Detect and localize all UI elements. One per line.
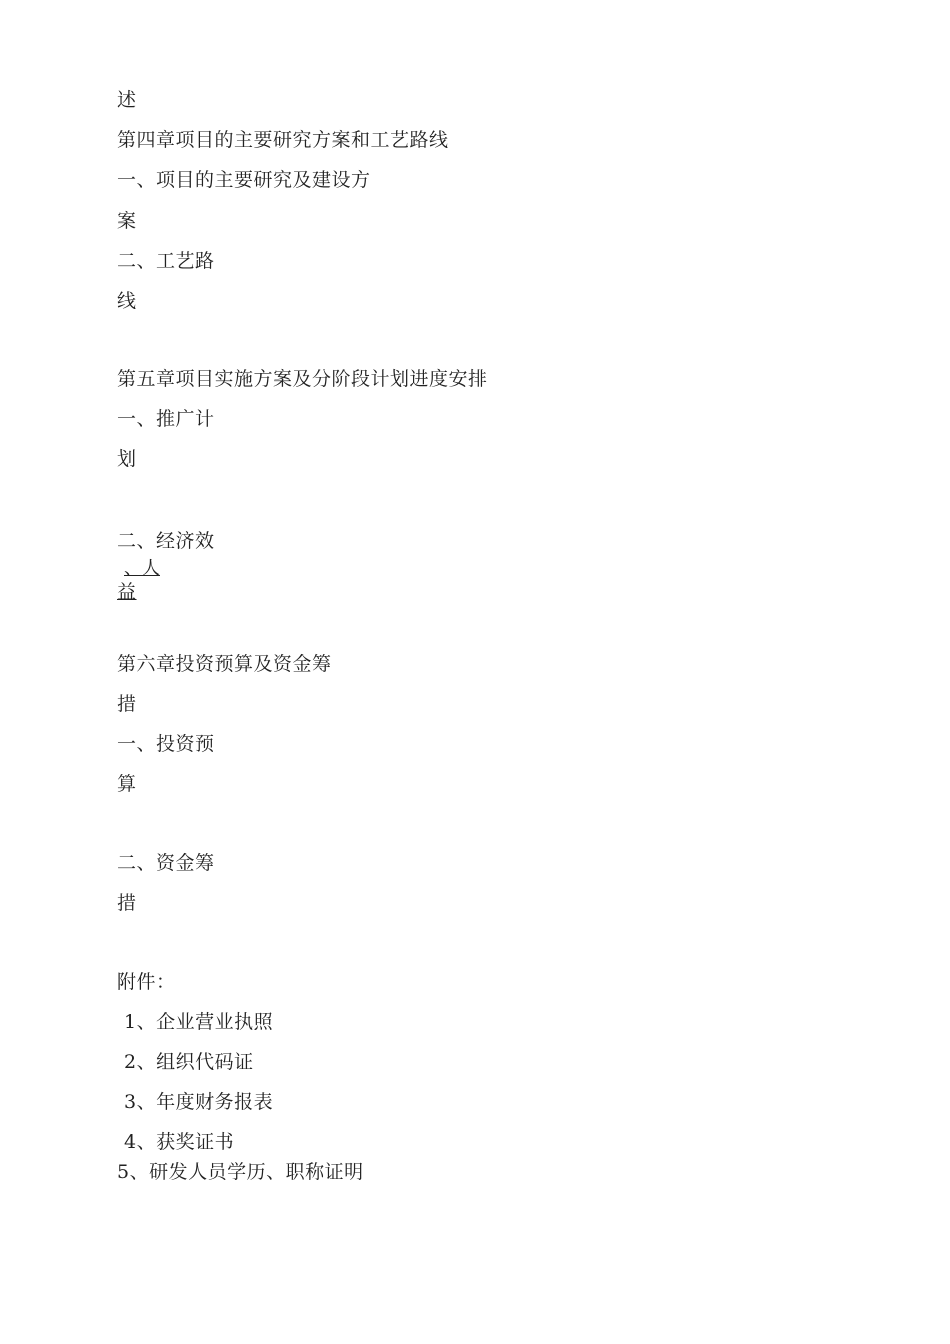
chapter4-section2-line1: 二、工艺路 (117, 250, 215, 272)
chapter6-section1-line1: 一、投资预 (117, 733, 215, 755)
chapter6-title-line2: 措 (117, 693, 137, 715)
attachment-item: 1、企业营业执照 (124, 1011, 274, 1033)
chapter5-section2-note: 、人 (124, 558, 160, 579)
chapter4-section1-line2: 案 (117, 210, 137, 232)
chapter3-tail: 述 (117, 89, 137, 111)
chapter5-section1-line2: 划 (117, 448, 137, 470)
attachment-item: 2、组织代码证 (124, 1051, 254, 1073)
attachment-item: 3、年度财务报表 (124, 1091, 274, 1113)
chapter6-section1-line2: 算 (117, 773, 137, 795)
attachment-item: 5、研发人员学历、职称证明 (117, 1161, 364, 1183)
chapter6-section2-line1: 二、资金筹 (117, 852, 215, 874)
chapter4-title: 第四章项目的主要研究方案和工艺路线 (117, 129, 449, 151)
chapter6-title-line1: 第六章投资预算及资金筹 (117, 653, 332, 675)
chapter5-title: 第五章项目实施方案及分阶段计划进度安排 (117, 368, 488, 390)
chapter5-section2-line2: 益 (117, 581, 137, 603)
chapter4-section2-line2: 线 (117, 290, 137, 312)
chapter5-section1-line1: 一、推广计 (117, 408, 215, 430)
chapter5-section2-line1: 二、经济效 (117, 530, 215, 552)
chapter4-section1-line1: 一、项目的主要研究及建设方 (117, 169, 371, 191)
chapter6-section2-line2: 措 (117, 892, 137, 914)
attachment-item: 4、获奖证书 (124, 1131, 235, 1153)
attachments-heading: 附件： (117, 971, 176, 993)
